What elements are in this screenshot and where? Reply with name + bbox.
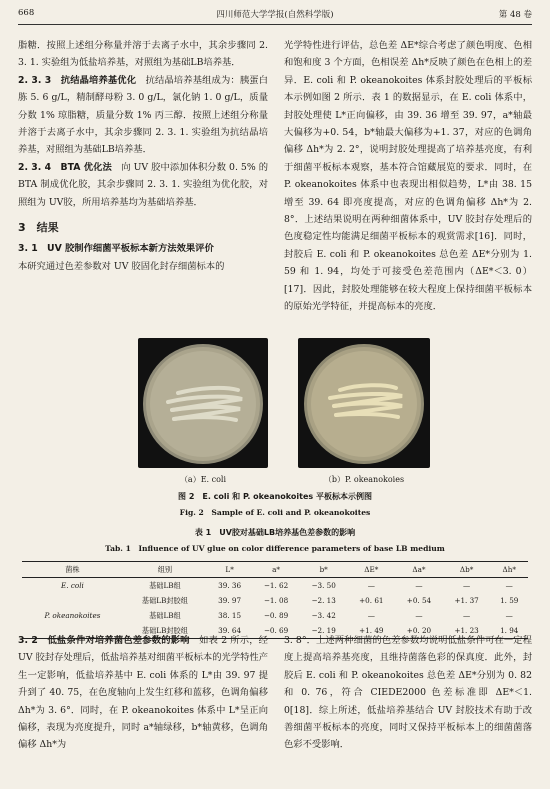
table-header-row — [22, 562, 528, 578]
table-cell: −3. 50 — [311, 581, 336, 590]
figure-2b-label: （b）P. okeanokoies — [323, 475, 405, 484]
table-cell: −1. 08 — [263, 596, 289, 605]
left-column-top — [18, 37, 268, 275]
table-cell: +0. 20 — [395, 623, 443, 639]
table-cell: 39. 97 — [218, 596, 242, 605]
table-cell: P. okeanokoites — [44, 611, 101, 620]
table-cell: +1. 23 — [443, 623, 491, 639]
table-cell: — — [367, 581, 375, 590]
table-cell: −3. 42 — [311, 611, 336, 620]
table-cell: +1. 49 — [348, 623, 396, 639]
col-header: Δh* — [490, 562, 528, 578]
table-row — [22, 593, 528, 608]
figure-caption-cn: 图 2 E. coli 和 P. okeanokoites 平板标本示例图 — [178, 492, 372, 501]
col-header: b* — [300, 562, 348, 578]
table-cell: +0. 54 — [406, 596, 432, 605]
table-cell: −1. 62 — [263, 581, 289, 590]
subsection-3-1: 3. 1 UV 胶制作细菌平板标本新方法效果评价 本研究通过色差参数对 UV 胶固化封存细菌标本的 — [18, 243, 225, 272]
right-column-bottom — [284, 632, 532, 754]
table-cell: 1. 94 — [490, 623, 528, 639]
figure-2a-image — [138, 338, 268, 468]
table-cell: 基础LB封胶组 — [123, 623, 207, 639]
subsection-2-3-4: 2. 3. 4 BTA 优化法 向 UV 胶中添加体积分数 0. 5% 的 BTA 制成优化胶，其余步骤同 2. 3. 1. 实验组为优化胶，对照组为 UV胶，所用培养基均为基础培养基． — [18, 161, 268, 208]
page-number: 668 — [18, 8, 35, 18]
figure-caption-en: Fig. 2 Sample of E. coli and P. okeanokoites — [179, 508, 371, 517]
table-cell: +1. 37 — [454, 596, 479, 605]
table-cell: — — [463, 611, 471, 620]
col-header: 组别 — [123, 562, 207, 578]
table-cell: — — [505, 581, 513, 590]
section-3-heading: 3 结果 — [18, 221, 59, 235]
table-caption-cn: 表 1 UV胶对基础LB培养基色差参数的影响 — [194, 528, 356, 537]
table-cell: E. coli — [61, 581, 84, 590]
table-cell: −2. 13 — [311, 596, 336, 605]
petri-dish-p-okeanokoites — [298, 338, 430, 468]
col-header: a* — [252, 562, 300, 578]
table-cell: — — [463, 581, 471, 590]
color-difference-table — [22, 561, 528, 639]
col-header: Δb* — [443, 562, 491, 578]
petri-dish-e-coli — [138, 338, 268, 468]
table-cell: — — [505, 611, 513, 620]
table-cell: −2. 19 — [300, 623, 348, 639]
table-cell: — — [415, 581, 423, 590]
table-row — [22, 578, 528, 594]
page-header — [18, 8, 532, 22]
table-cell: 38. 15 — [218, 611, 242, 620]
figure-2a-label: （a）E. coli — [179, 475, 227, 484]
table-cell: 39. 64 — [207, 623, 252, 639]
figure-2b-image — [298, 338, 430, 468]
table-cell: −0. 89 — [263, 611, 289, 620]
table-cell: 1. 59 — [500, 596, 519, 605]
col-header: 菌株 — [22, 562, 123, 578]
table-cell: — — [367, 611, 375, 620]
left-column-bottom — [18, 632, 268, 754]
journal-title: 四川师范大学学报(自然科学版) — [216, 10, 334, 20]
right-column-top — [284, 37, 532, 316]
table-cell: 基础LB封胶组 — [141, 595, 188, 605]
paragraph: 光学特性进行评估，总色差 ΔE*综合考虑了颜色明度、色相和饱和度 3 个方面，色相误差 Δh*反映了颜色在色相上的差异．E. coli 和 P. okeanokoites 体系封胶处理后的平板标本示例如图 2 所示．表 1 的数据显示，在 E. coli 体系中，封胶处理使 L*正向偏移，由 39. 36 增至 39. 97，a*轴最大偏移为+0. 54，b*轴最大偏移为+1. 37，对应的色调角偏移 Δh*为 2. 2°，说明封胶处理提高了培养基亮度，有利于细菌平板标本观察，基本符合馆藏展览的要求．同时，在 P. okeanokoites 体系中也表现出相似趋势，L*由 38. 15 增至 39. 64 即亮度提高，对应的色调角偏移 Δh*为 2. 8°．上述结果说明在两种细菌体系中，UV 胶封存处理后的色度稳定性均能满足细菌平板标本的观赏需求[16]．同时，封胶后 E. coli 和 P. okeanokoites 总色差 ΔE*分别为 1. 59 和 1. 94，均处于可接受色差范围内（ΔE*＜3. 0）[17]．因此，封胶处理能够在较大程度上保持细菌平板标本的原始光学特征，并提高标本的亮度． — [284, 40, 532, 313]
table-cell: −0. 69 — [252, 623, 300, 639]
paragraph: 脂糖．按照上述组分称量并溶于去离子水中，其余步骤同 2. 3. 1. 实验组为低盐培养基，对照组为基础LB培养基． — [18, 40, 268, 69]
paragraph: 3. 8°．上述两种细菌的色差参数均说明低盐条件可在一定程度上提高培养基亮度，且维持菌落色彩的保真度．此外，封胶后 E. coli 和 P. okeanokoites 总色差 ΔE*分别为 0. 82 和 0. 76，符合 CIEDE2000 色差标准即 ΔE*＜1. 0[18]．综上所述，低盐培养基结合 UV 封胶技术有助于改善细菌平板标本的亮度，同时又保持平板标本上的细菌菌落色彩不受影响． — [284, 635, 532, 751]
subsection-2-3-3: 2. 3. 3 抗结晶培养基优化 抗结晶培养基组成为：胰蛋白胨 5. 6 g/L，精制酵母粉 3. 0 g/L，氯化钠 1. 0 g/L，质量分数 1% 琼脂糖，质量分数 1% 丙三醇．按照上述组分称量并溶于去离子水中，其余步骤同 2. 3. 1. 实验组为抗结晶培养基，对照组为基础LB培养基． — [18, 74, 268, 156]
header-rule — [18, 24, 532, 25]
table-cell — [22, 593, 123, 608]
col-header: ΔE* — [348, 562, 396, 578]
table-cell: 基础LB组 — [149, 580, 181, 590]
volume-label: 第 48 卷 — [498, 10, 532, 20]
subsection-3-2: 3. 2 低盐条件对培养菌色差参数的影响 如表 2 所示，经 UV 胶封存处理后，低盐培养基对细菌平板标本的光学特性产生一定影响，低盐培养基中 E. coli 体系的 L*由 39. 97 提升到了 40. 75，在色度轴向上发生红移和蓝移，色调角偏移 Δh*为 3. 6°．同时，在 P. okeanokoites 体系中 L*呈正向偏移，表现为亮度提升，同时 a*轴绿移，b*轴黄移，色调角偏移 Δh*为 — [18, 635, 268, 751]
table-row — [22, 608, 528, 623]
table-cell: 39. 36 — [218, 581, 242, 590]
table-caption-en: Tab. 1 Influence of UV glue on color difference parameters of base LB medium — [105, 544, 445, 553]
table-cell: — — [415, 611, 423, 620]
table-cell: +0. 61 — [359, 596, 384, 605]
table-cell: 基础LB组 — [149, 610, 181, 620]
col-header: L* — [207, 562, 252, 578]
col-header: Δa* — [395, 562, 443, 578]
